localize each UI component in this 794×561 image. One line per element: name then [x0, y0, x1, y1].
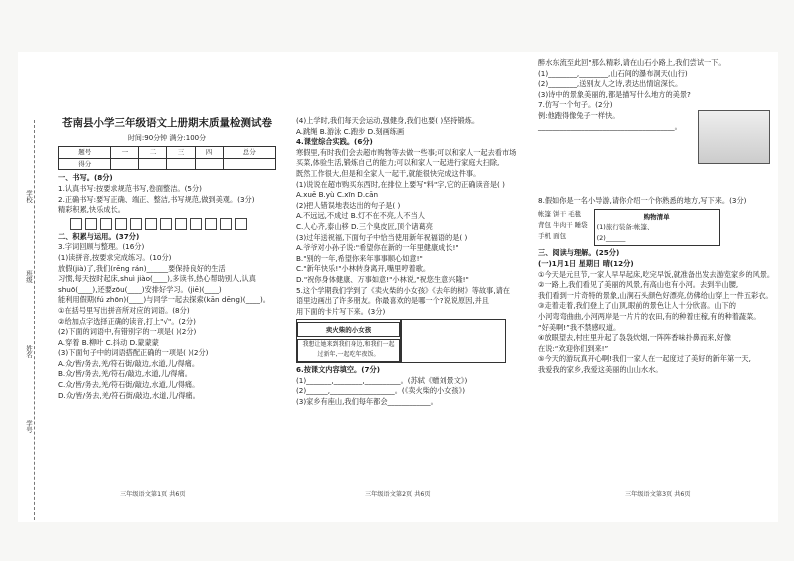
shopping-list-item[interactable]: (2)______ [596, 233, 626, 242]
text-line: “好美啊!”我不禁感叹道。 [538, 322, 621, 332]
text-line: A.跳绳 B.游泳 C.跑步 D.刻画练画 [296, 126, 405, 136]
text-line: (1)读拼音,按要求完成练习。(10分) [58, 252, 172, 262]
text-line: C.众/皆/务去,羌/符石街/敲边,水道,儿/得痛。 [58, 380, 200, 390]
student-info-sidebar [20, 120, 35, 520]
text-line: ④放眼望去,村庄里升起了袅袅炊烟,一阵阵香味扑鼻而来,好像 [538, 333, 731, 343]
illustration-image [698, 110, 770, 164]
section-heading: 4.课堂综合实践。(6分) [296, 137, 373, 147]
text-line: 我们看到一片奇特的景象,山涧石头颜色好漂亮,仿佛给山穿上一件五彩衣。 [538, 290, 773, 300]
text-line: B."别的一年,希望你来年事事顺心如意!" [296, 253, 423, 263]
exam-meta: 时间:90分钟 满分:100分 [127, 133, 207, 142]
page-footer-1: 三年级语文第1页 共6页 [120, 491, 186, 498]
text-line: ②给加点字选择正确的读音,打上"√"。(2分) [58, 316, 196, 326]
column-2 [296, 116, 516, 408]
text-line: 放假(jià)了,我们(rēng rán)______要保持良好的生活 [58, 263, 226, 273]
score-cell[interactable] [139, 158, 167, 170]
shopping-list-title: 购物清单 [643, 212, 670, 221]
text-line: ③走着走着,我们登上了山顶,眼前的景色让人十分欣喜。山下的 [538, 301, 736, 311]
text-line: 精彩积累,快乐成长。 [58, 205, 125, 215]
writing-grid[interactable] [70, 218, 276, 230]
story-card [296, 319, 506, 363]
text-line: 既然工作很大,但是和全家人一起干,就能很快完成这件事。 [296, 168, 481, 178]
card-title: 卖火柴的小女孩 [297, 322, 400, 337]
shopping-block [538, 209, 778, 247]
score-cell: 得分 [59, 158, 111, 170]
text-line: (3)家乡有座山,我们每年都会____________。 [296, 397, 438, 407]
text-line: ______________________________________。 [538, 121, 682, 131]
text-line: ①在括号里写出拼音所对应的词语。(8分) [58, 305, 190, 315]
card-body: 我想让她来到我们身边,和我们一起过新年,一起吃年夜饭。 [297, 339, 400, 362]
text-line: A.不远远,不成过 B.灯不在不亮,人不当人 [296, 211, 425, 221]
card-content [296, 319, 401, 363]
score-cell[interactable] [111, 158, 139, 170]
score-cell: 总分 [223, 147, 275, 159]
text-line: D.众/皆/务去,羌/符石街/敲边,水道,儿/得痛。 [58, 390, 200, 400]
text-line: 我爱我的家乡,我爱这美丽的山山水水。 [538, 364, 663, 374]
text-line: 用下面的卡片写下来。(3分) [296, 306, 386, 316]
sidebar-school: 学校 [25, 190, 33, 203]
page-footer-3: 三年级语文第3页 共6页 [625, 491, 691, 498]
text-line: 2.正确书写:要写正确、端正、整洁,书写规范,做到美观。(3分) [58, 194, 255, 204]
text-line: shuō(____),还要zōu(____)安排好学习。(jiē)(____) [58, 284, 222, 294]
card-answer-box[interactable] [401, 319, 506, 363]
text-line: 醉水东流至此回"那么精彩,请在山石小路上,我们尝试一下。 [538, 58, 726, 67]
shopping-list-box [594, 209, 720, 247]
text-line: A.众/皆/务去,羌/符石街/敲边,水道,儿/得痛。 [58, 358, 200, 368]
item-list [538, 209, 588, 247]
score-cell: 四 [195, 147, 223, 159]
text-line: 8.假如你是一名小导游,请你介绍一个你熟悉的地方,写下来。(3分) [538, 196, 747, 205]
text-line: A.爷爷对小孙子说:"希望你在新的一年里健康成长!" [296, 243, 459, 253]
exam-title: 苍南县小学三年级语文上册期末质量检测试卷 [62, 117, 272, 129]
item-row: 背包 牛肉干 睡袋 [538, 220, 588, 229]
text-line: (2)把人错误地表达出的句子是( ) [296, 200, 401, 210]
text-line: 1.认真书写:按要求规范书写,卷面整洁。(5分) [58, 183, 202, 193]
section-heading: 6.按课文内容填空。(7分) [296, 365, 380, 375]
item-row: 帐篷 饼干 毛毯 [538, 209, 582, 218]
text-line: (2)______,__________________。(《卖火柴的小女孩》) [296, 386, 466, 396]
score-cell[interactable] [167, 158, 195, 170]
section-heading: 二、积累与运用。(37分) [58, 231, 140, 241]
text-line: 3.字词回顾与整理。(16分) [58, 242, 145, 252]
text-line: 7.仿写一个句子。(2分) [538, 100, 613, 110]
text-line: (1)_______,________,__________。(苏轼《赠刘景文》) [296, 375, 468, 385]
page-footer-2: 三年级语文第2页 共6页 [365, 491, 431, 498]
text-line: B.众/皆/务去,羌/符石/敲边,水道,儿/得痛。 [58, 369, 192, 379]
section-heading: 三、阅读与理解。(25分) [538, 248, 620, 258]
text-line: C."新年快乐!"小林转身离开,嘴里哼着歌。 [296, 264, 431, 274]
text-line: A.xuē B.yù C.xīn D.cān [296, 190, 379, 200]
sidebar-number: 学号 [25, 420, 33, 433]
text-line: (2)下面的词语中,有错别字的一项是( )(2分) [58, 327, 197, 337]
text-line: (3)诗中的景象美丽的,都是描写什么地方的美景? [538, 89, 691, 99]
score-cell: 三 [167, 147, 195, 159]
text-line: 5.这个学期我们学到了《卖火柴的小女孩》《去年的树》等故事,请在 [296, 285, 510, 295]
reading-heading: (一)1月1日 星期日 晴(12分) [538, 258, 634, 268]
text-line: 小河弯弯曲曲,小河两岸是一片片的农田,有的种着庄稼,有的种着蔬菜。 [538, 311, 761, 321]
text-line: 买菜,体验生活,锻炼自己的能力;可以和家人一起进行家庭大扫除, [296, 158, 500, 168]
shopping-list-item[interactable]: (1)旅行装备:帐篷、 [596, 223, 654, 232]
text-line: (1)说说在超市购买东西时,在排位上要写"料"字,它的正确读音是( ) [296, 179, 505, 189]
text-line: 语里边画出了许多朋友。你最喜欢的是哪一个?说说原因,并且 [296, 296, 489, 306]
text-line: 在说:“欢迎你们到来!” [538, 343, 609, 353]
sidebar-class: 班级 [25, 270, 33, 283]
text-line: (3)下面句子中的词语搭配正确的一项是( )(2分) [58, 348, 209, 358]
score-cell: 二 [139, 147, 167, 159]
score-cell[interactable] [195, 158, 223, 170]
section-heading: 一、书写。(8分) [58, 173, 113, 183]
column-3 [538, 58, 726, 132]
text-line: C.人心齐,泰山移 D.三个臭皮匠,顶个诸葛亮 [296, 221, 433, 231]
item-row: 手机 面包 [538, 231, 567, 240]
sidebar-name: 姓名 [25, 345, 33, 358]
text-line: 能利用假期(fú zhōn)(____)与同学一起去探索(kān dēng)(____)。 [58, 295, 270, 305]
score-cell: 一 [111, 147, 139, 159]
score-cell[interactable] [223, 158, 275, 170]
text-line: (4)上学时,我们每天会运动,强健身,我们也要( )坚持锻炼。 [296, 116, 480, 125]
text-line: 习惯,每天按时起床,shuì jiào(____),多读书,热心帮助别人,认真 [58, 274, 256, 284]
text-line: 寒假里,有时我们会去超市购物等去做一些事;可以和家人一起去看市场 [296, 147, 517, 157]
text-line: A.穿着 B.柳叶 C.抖动 D.蒙蒙蒙 [58, 337, 159, 347]
text-line: ②一路上,我们看见了美丽的风景,有高山也有小河。去到半山腰, [538, 280, 739, 290]
text-line: ⑤今天的游玩真开心啊!我们一家人在一起度过了美好的新年第一天, [538, 354, 751, 364]
text-line: 例:他跑得像兔子一样快。 [538, 110, 620, 120]
text-line: (1)________,________,山石间的瀑布洞天(山行) [538, 68, 688, 78]
text-line: ①今天是元旦节,一家人早早起床,吃完早饭,就准备出发去游览家乡的风景。 [538, 269, 775, 279]
column-1 [58, 56, 276, 401]
text-line: (3)过年送祝福,下面句子中恰当使用新年祝福语的是( ) [296, 232, 468, 242]
column-3-lower [538, 196, 778, 376]
text-line: (2)________,送别友人之诗,表达出情谊深长。 [538, 79, 683, 89]
score-cell: 题号 [59, 147, 111, 159]
text-line: D."祝你身体健康、万事如意!"小林说,"祝您生意兴隆!" [296, 274, 469, 284]
score-table [58, 146, 276, 170]
